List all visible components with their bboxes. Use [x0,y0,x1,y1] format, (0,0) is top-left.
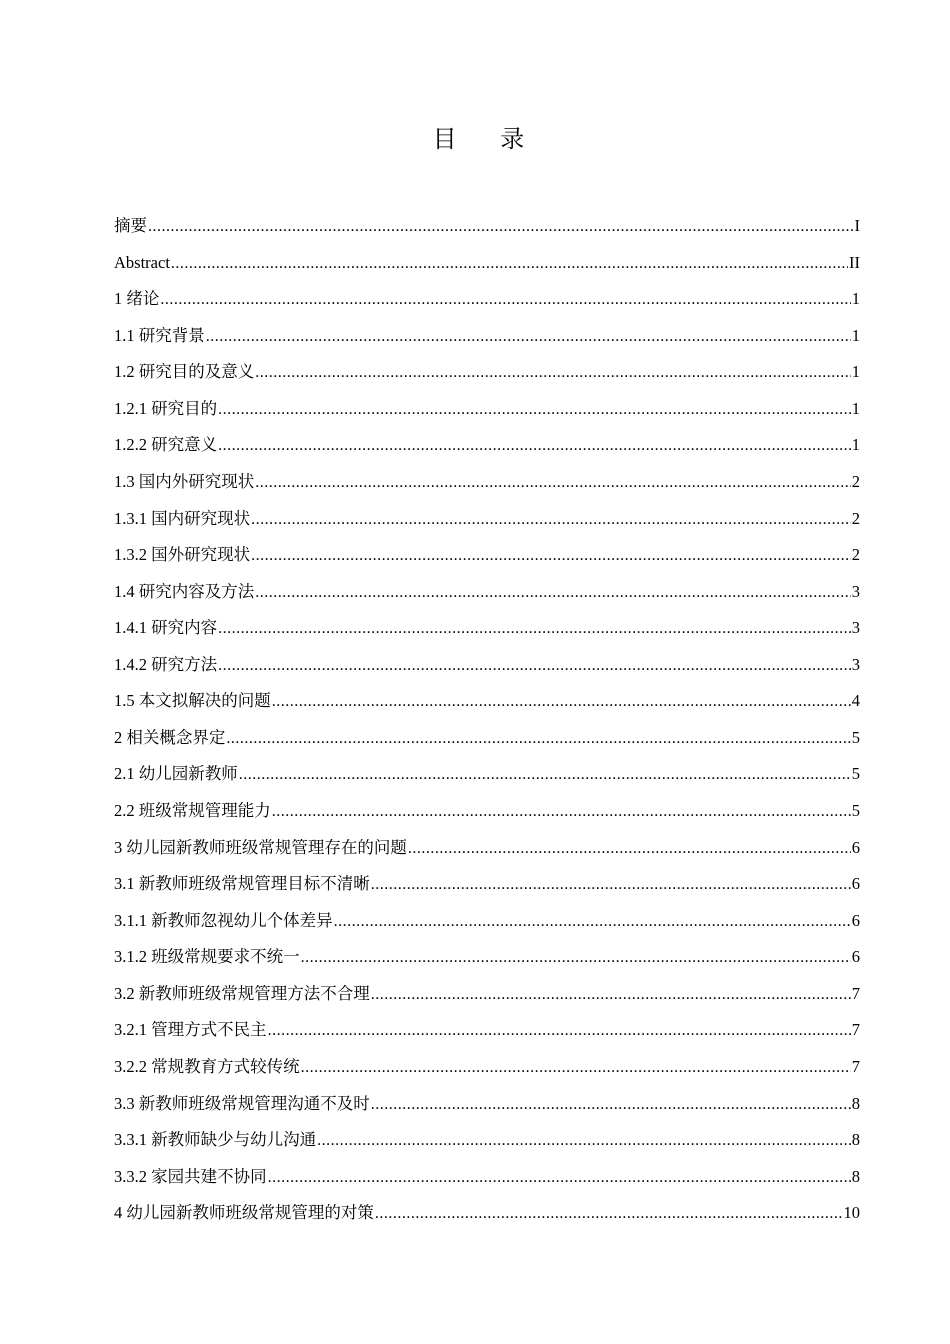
toc-entry-page: 2 [851,508,860,528]
toc-entry-page: 7 [851,983,860,1003]
toc-leader-dots [272,684,851,720]
toc-entry-label: 3.1 新教师班级常规管理目标不清晰 [114,874,370,894]
toc-entry-label: 3.1.1 新教师忽视幼儿个体差异 [114,910,333,930]
toc-entry-label: 3.1.2 班级常规要求不统一 [114,947,300,967]
toc-leader-dots [206,319,851,355]
toc-leader-dots [239,757,851,793]
toc-leader-dots [301,1050,851,1086]
toc-entry-page: II [849,252,860,272]
toc-entry-page: 6 [851,947,860,967]
toc-entry[interactable] [114,354,860,391]
toc-entry[interactable] [114,318,860,355]
toc-entry-label: 3.3.2 家园共建不协同 [114,1166,267,1186]
toc-leader-dots [375,1196,843,1232]
toc-entry-page: 3 [851,654,860,674]
toc-title: 目 录 [432,125,543,153]
toc-entry-page: 1 [851,289,860,309]
toc-entry-label: 1.2.1 研究目的 [114,398,218,418]
toc-entry[interactable] [114,501,860,538]
toc-leader-dots [371,977,851,1013]
toc-entry[interactable] [114,647,860,684]
toc-entry-label: 4 幼儿园新教师班级常规管理的对策 [114,1203,374,1223]
toc-entry-label: 1.4.2 研究方法 [114,654,218,674]
toc-entry-label: 1.3.2 国外研究现状 [114,545,251,565]
toc-entry-label: 2 相关概念界定 [114,727,226,747]
toc-entry[interactable] [114,1012,860,1049]
toc-entry-page: 2 [851,471,860,491]
toc-leader-dots [226,721,850,757]
toc-entry[interactable] [114,1159,860,1196]
toc-entry-label: 1.2 研究目的及意义 [114,362,255,382]
toc-entry-page: 3 [851,581,860,601]
toc-entry-page: 6 [851,837,860,857]
toc-entry-page: 3 [851,618,860,638]
toc-entry-label: 2.2 班级常规管理能力 [114,801,271,820]
toc-entry[interactable] [114,391,860,428]
toc-entry-label: 2.1 幼儿园新教师 [114,764,238,784]
toc-entry-page: 7 [851,1020,860,1040]
toc-entry-label: 3.3 新教师班级常规管理沟通不及时 [114,1093,370,1113]
toc-entry-page: 5 [851,801,860,820]
toc-entry-page: 8 [851,1166,860,1186]
toc-entry-page: 1 [851,325,860,345]
toc-entry[interactable] [114,939,860,976]
toc-leader-dots [371,1087,851,1123]
toc-entry-label: 3.2.2 常规教育方式较传统 [114,1056,300,1076]
toc-leader-dots [148,209,854,245]
toc-entry-page: 1 [851,362,860,382]
toc-entry[interactable] [114,1086,860,1123]
toc-entry-label: 1.5 本文拟解决的问题 [114,691,271,711]
toc-list [114,208,860,1232]
toc-leader-dots [301,940,851,976]
toc-entry-label: 1.4 研究内容及方法 [114,581,255,601]
toc-leader-dots [218,392,851,428]
toc-leader-dots [371,867,851,903]
toc-entry-page: 4 [851,691,860,711]
toc-entry-label: 3.3.1 新教师缺少与幼儿沟通 [114,1130,317,1150]
toc-leader-dots [255,575,851,611]
toc-entry-page: 7 [851,1056,860,1076]
toc-entry-page: 5 [851,727,860,747]
toc-entry-page: 8 [851,1093,860,1113]
toc-entry[interactable] [114,1049,860,1086]
toc-entry-label: Abstract [114,252,170,272]
toc-entry-page: 2 [851,545,860,565]
toc-entry-label: 摘要 [114,216,147,235]
toc-entry-label: 1.1 研究背景 [114,325,205,345]
toc-entry[interactable] [114,537,860,574]
toc-entry-label: 3 幼儿园新教师班级常规管理存在的问题 [114,837,407,857]
toc-entry[interactable] [114,756,860,793]
toc-entry[interactable] [114,830,860,867]
toc-entry[interactable] [114,281,860,318]
toc-entry[interactable] [114,245,860,282]
toc-leader-dots [272,794,851,830]
toc-entry-page: 6 [851,910,860,930]
toc-leader-dots [160,282,850,318]
toc-entry[interactable] [114,976,860,1013]
toc-entry[interactable] [114,208,860,245]
toc-entry-label: 1.2.2 研究意义 [114,435,218,455]
toc-entry[interactable] [114,683,860,720]
toc-leader-dots [408,831,851,867]
toc-entry-page: 6 [851,874,860,894]
toc-entry-page: 1 [851,435,860,455]
toc-entry-label: 1.3 国内外研究现状 [114,471,255,491]
toc-leader-dots [268,1160,851,1196]
toc-entry[interactable] [114,866,860,903]
toc-leader-dots [218,428,851,464]
toc-leader-dots [218,611,851,647]
toc-entry[interactable] [114,1122,860,1159]
toc-entry-page: I [854,216,860,235]
toc-leader-dots [218,648,851,684]
toc-entry[interactable] [114,610,860,647]
toc-leader-dots [268,1013,851,1049]
toc-entry[interactable] [114,720,860,757]
toc-entry-label: 3.2.1 管理方式不民主 [114,1020,267,1040]
toc-entry-label: 1.3.1 国内研究现状 [114,508,251,528]
toc-entry[interactable] [114,574,860,611]
toc-entry-label: 3.2 新教师班级常规管理方法不合理 [114,983,370,1003]
toc-entry[interactable] [114,464,860,501]
toc-leader-dots [255,355,851,391]
toc-leader-dots [317,1123,851,1159]
toc-entry-label: 1 绪论 [114,289,160,309]
toc-leader-dots [251,538,851,574]
toc-entry-page: 10 [843,1203,860,1223]
toc-entry-label: 1.4.1 研究内容 [114,618,218,638]
toc-entry[interactable] [114,1195,860,1232]
toc-leader-dots [334,904,851,940]
toc-entry-page: 8 [851,1130,860,1150]
toc-leader-dots [251,502,851,538]
toc-leader-dots [171,246,848,282]
toc-entry-page: 5 [851,764,860,784]
toc-entry[interactable] [114,427,860,464]
toc-leader-dots [255,465,851,501]
toc-entry[interactable] [114,793,860,830]
toc-entry[interactable] [114,903,860,940]
toc-entry-page: 1 [851,398,860,418]
